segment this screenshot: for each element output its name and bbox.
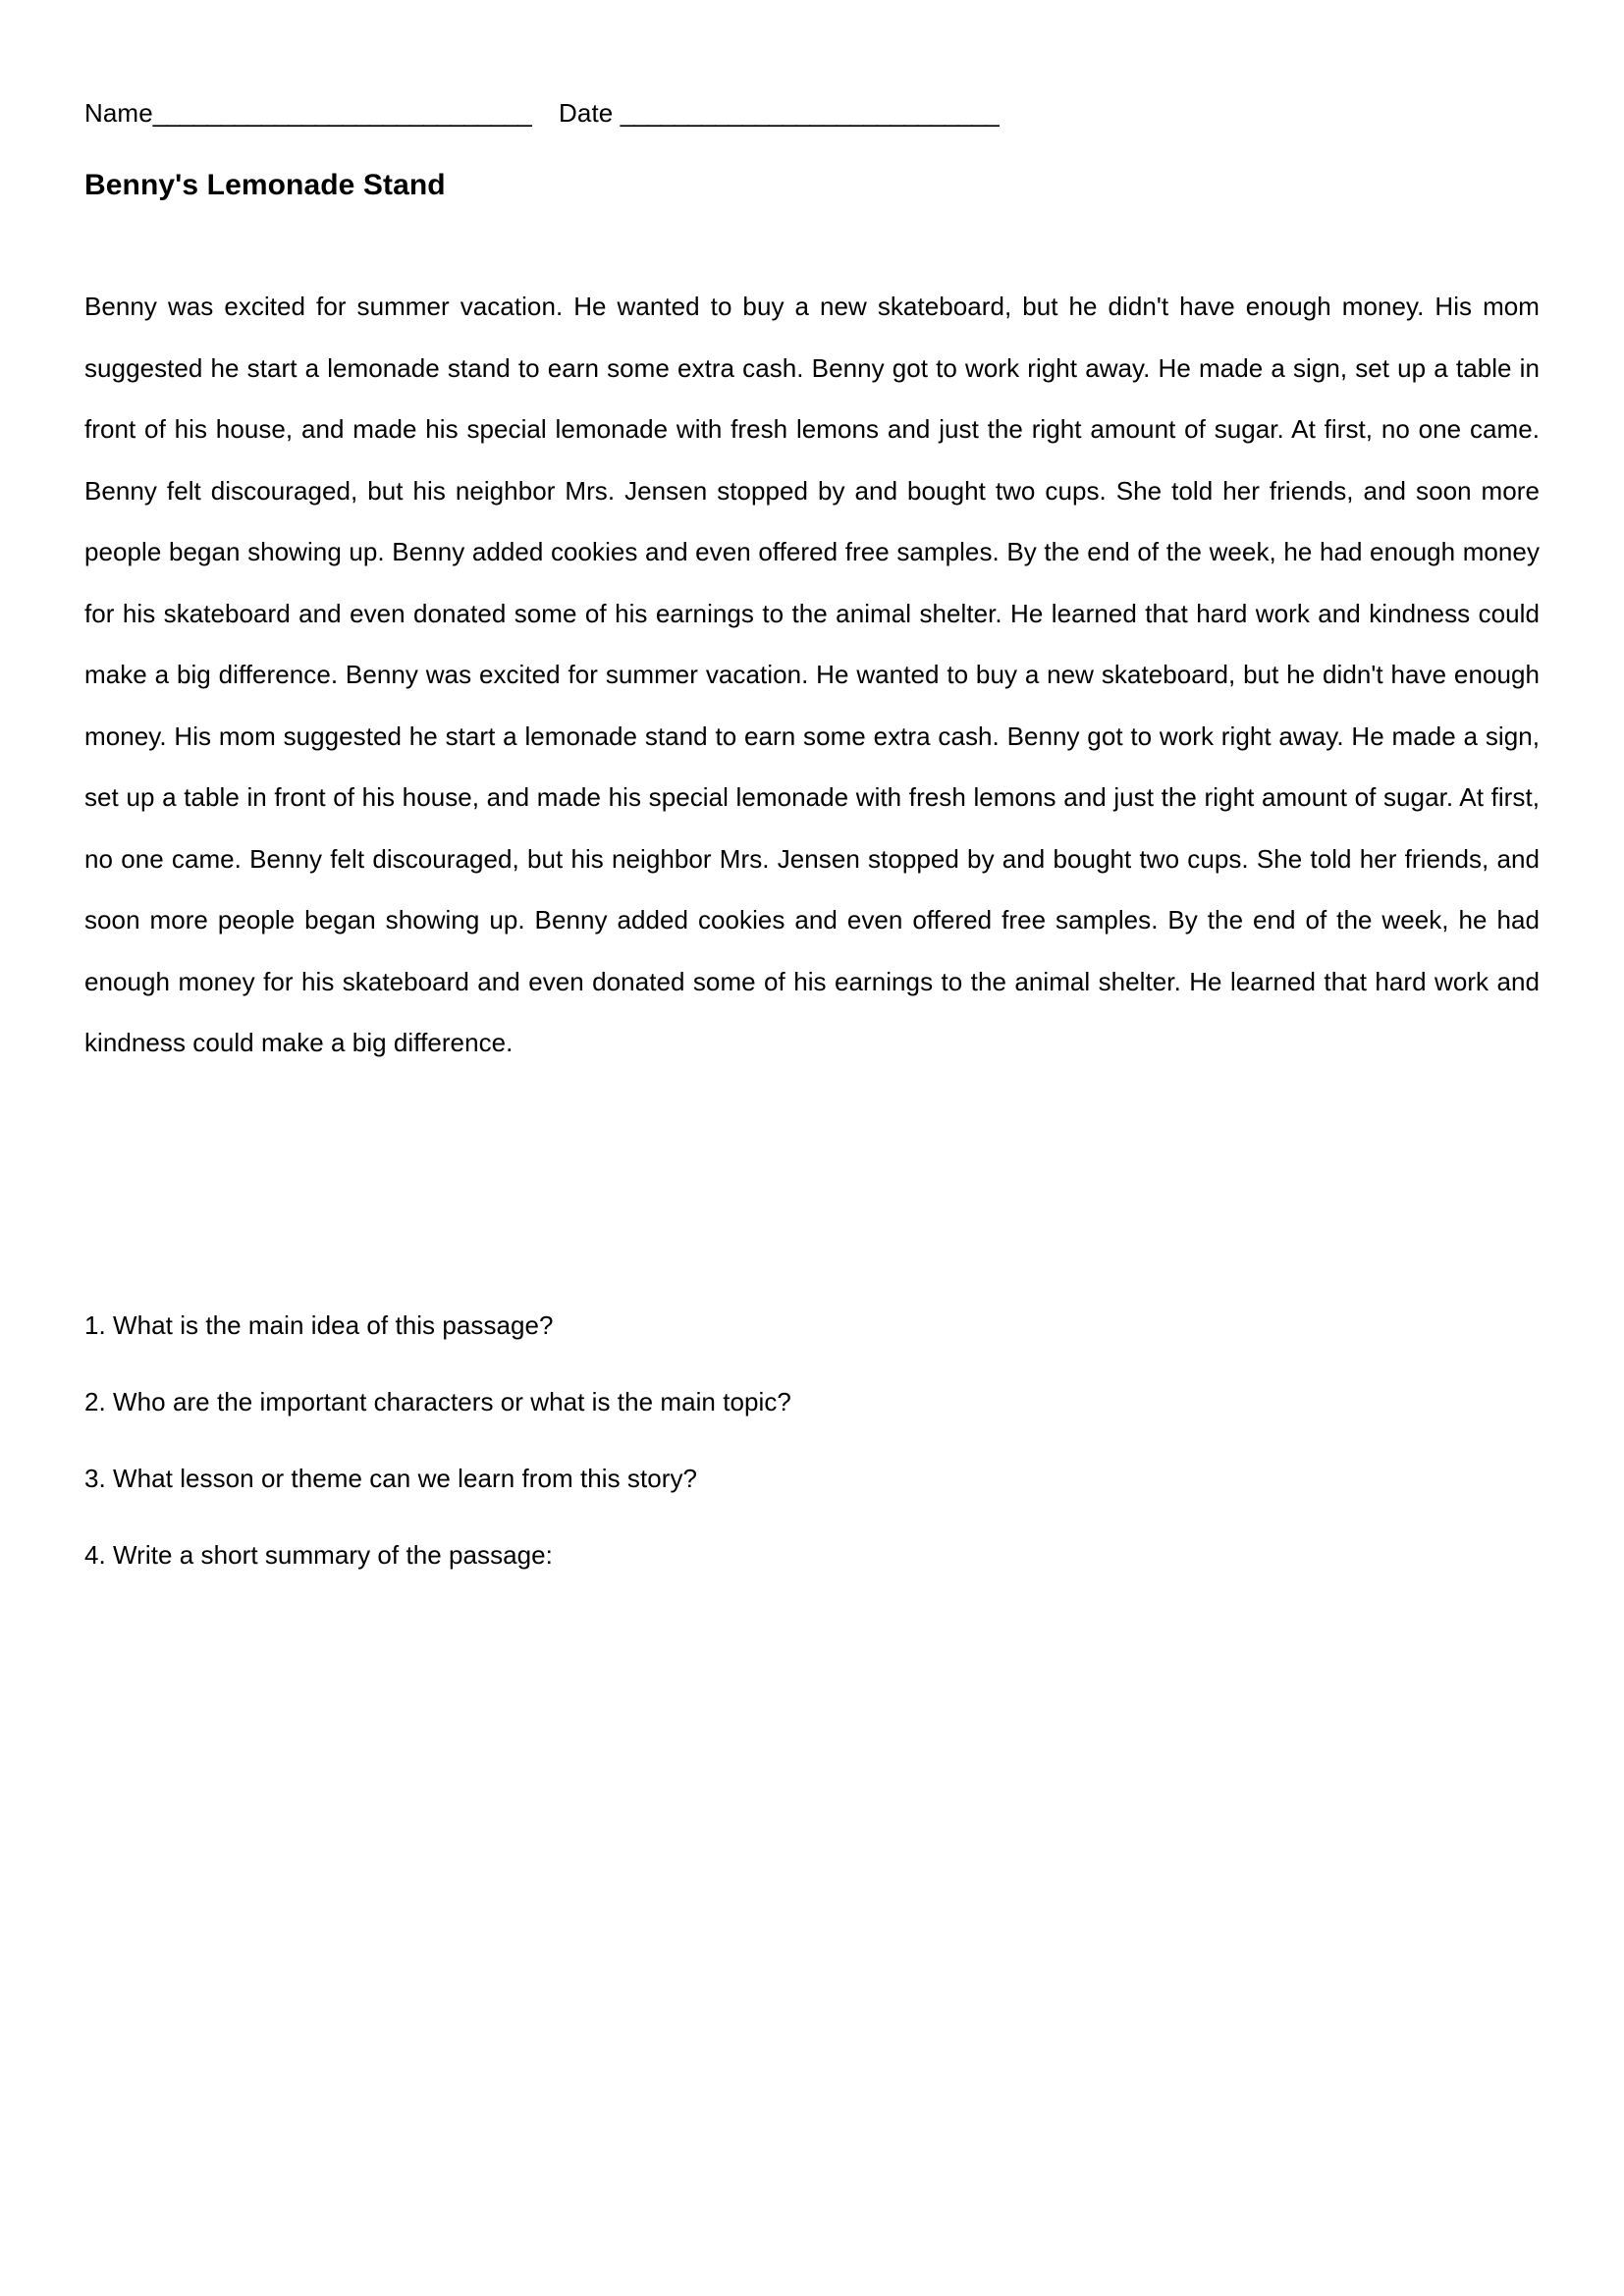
name-field-rule: ____________________________ bbox=[152, 98, 532, 128]
question-item-4: 4. Write a short summary of the passage: bbox=[84, 1540, 553, 1570]
reading-passage: Benny was excited for summer vacation. He wanted to buy a new skateboard, but he didn't have enough money. His mom suggested he start a lemonade stand to earn some extra cash. Benny got to work right away. He made a sign, set up a table in front of his house, and made his special lemonade with fresh lemons and just the right amount of sugar. At first, no one came. Benny felt discouraged, but his neighbor Mrs. Jensen stopped by and bought two cups. She told her friends, and soon more people began showing up. Benny added cookies and even offered free samples. By the end of the week, he had enough money for his skateboard and even donated some of his earnings to the animal shelter. He learned that hard work and kindness could make a big difference. Benny was excited for summer vacation. He wanted to buy a new skateboard, but he didn't have enough money. His mom suggested he start a lemonade stand to earn some extra cash. Benny got to work right away. He made a sign, set up a table in front of his house, and made his special lemonade with fresh lemons and just the right amount of sugar. At first, no one came. Benny felt discouraged, but his neighbor Mrs. Jensen stopped by and bought two cups. She told her friends, and soon more people began showing up. Benny added cookies and even offered free samples. By the end of the week, he had enough money for his skateboard and even donated some of his earnings to the animal shelter. He learned that hard work and kindness could make a big difference. bbox=[84, 292, 1540, 1057]
name-field[interactable] bbox=[84, 96, 531, 130]
date-field-rule: ____________________________ bbox=[620, 98, 999, 128]
question-list bbox=[84, 1308, 1540, 1572]
question-item-1: 1. What is the main idea of this passage? bbox=[84, 1310, 554, 1340]
date-field[interactable] bbox=[559, 96, 999, 130]
name-date-row bbox=[84, 96, 1540, 130]
date-field-label: Date bbox=[559, 98, 621, 128]
name-field-label: Name bbox=[84, 98, 153, 128]
answer-writing-space[interactable] bbox=[84, 1580, 1540, 2268]
question-item-3: 3. What lesson or theme can we learn from this story? bbox=[84, 1464, 698, 1493]
page-title: Benny's Lemonade Stand bbox=[84, 169, 446, 201]
question-item-2: 2. Who are the important characters or what is the main topic? bbox=[84, 1387, 791, 1416]
